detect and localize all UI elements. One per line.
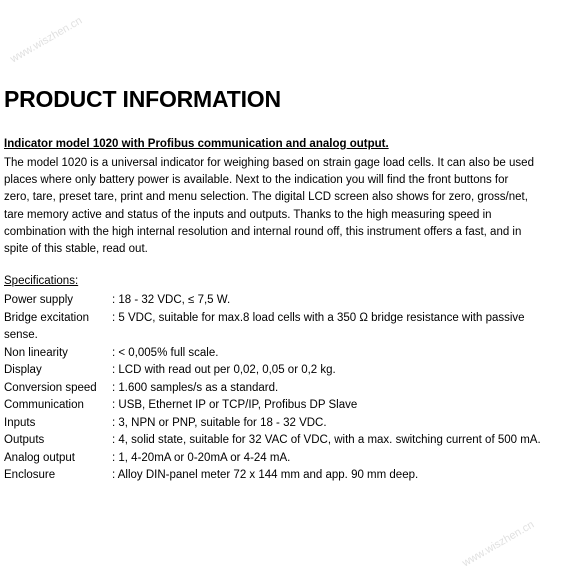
description-line: places where only battery power is available. Next to the indication you will find the front buttons for: [4, 174, 509, 187]
spec-label: Conversion speed: [4, 381, 97, 394]
description-line: spite of this stable, read out.: [4, 243, 148, 256]
watermark-bottom: www.wiszhen.cn: [460, 518, 537, 570]
spec-row-display: [4, 362, 585, 380]
spec-row-power-supply: [4, 292, 585, 310]
spec-value: : Alloy DIN-panel meter 72 x 144 mm and app. 90 mm deep.: [112, 469, 419, 481]
spec-value: : 4, solid state, suitable for 32 VAC of VDC, with a max. switching current of 500 mA.: [112, 434, 541, 446]
spec-label: Bridge excitation: [4, 311, 90, 324]
spec-row-non-linearity: [4, 345, 585, 363]
spec-label: Inputs: [4, 416, 36, 429]
page-title: PRODUCT INFORMATION: [4, 86, 281, 112]
spec-value-continuation: sense.: [4, 329, 38, 341]
spec-row-inputs: [4, 415, 585, 433]
specifications-heading: Specifications:: [4, 275, 79, 287]
specifications-list: [4, 292, 585, 485]
spec-row-conversion-speed: [4, 380, 585, 398]
spec-value: : USB, Ethernet IP or TCP/IP, Profibus DP Slave: [112, 399, 358, 411]
description-line: The model 1020 is a universal indicator for weighing based on strain gage load cells. It can also be used: [4, 157, 534, 169]
spec-value: : 1, 4-20mA or 0-20mA or 4-24 mA.: [112, 451, 291, 464]
product-description: [4, 155, 585, 258]
spec-label: Power supply: [4, 294, 74, 306]
spec-label: Display: [4, 364, 42, 376]
spec-value: : 18 - 32 VDC, ≤ 7,5 W.: [112, 294, 231, 306]
spec-row-communication: [4, 397, 585, 415]
description-line: zero, tare, preset tare, print and menu selection. The digital LCD screen also shows for zero, gross/net,: [4, 191, 528, 204]
spec-label: Non linearity: [4, 346, 68, 359]
product-heading: Indicator model 1020 with Profibus communication and analog output.: [4, 138, 389, 150]
spec-label: Analog output: [4, 451, 75, 464]
spec-value: : 3, NPN or PNP, suitable for 18 - 32 VDC.: [112, 416, 327, 429]
description-line: tare memory active and status of the inputs and outputs. Thanks to the high measuring speed in: [4, 208, 492, 221]
watermark-top: www.wiszhen.cn: [8, 14, 85, 66]
spec-row-outputs: [4, 432, 585, 450]
description-line: combination with the high internal resolution and internal round off, this instrument offers a fast, and in: [4, 225, 522, 238]
spec-row-bridge-excitation: [4, 310, 585, 345]
spec-value: : < 0,005% full scale.: [112, 346, 219, 359]
spec-row-enclosure: [4, 467, 585, 485]
spec-row-analog-output: [4, 450, 585, 468]
spec-value: : LCD with read out per 0,02, 0,05 or 0,2 kg.: [112, 364, 336, 376]
spec-value: : 5 VDC, suitable for max.8 load cells with a 350 Ω bridge resistance with passive: [112, 311, 525, 324]
spec-label: Outputs: [4, 434, 45, 446]
spec-label: Communication: [4, 399, 84, 411]
spec-label: Enclosure: [4, 469, 56, 481]
spec-value: : 1.600 samples/s as a standard.: [112, 381, 279, 394]
